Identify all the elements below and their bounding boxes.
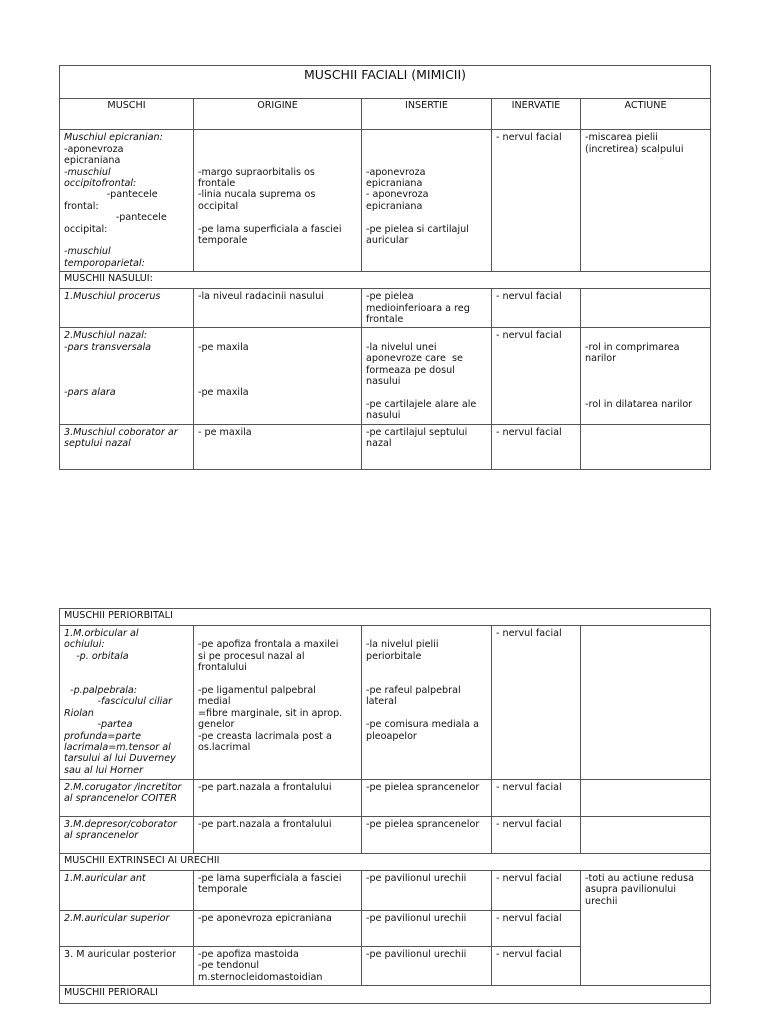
cell-line: - nervul facial: [496, 330, 562, 342]
muscle-cell: [60, 289, 194, 328]
origin-cell: [194, 626, 362, 780]
column-header: MUSCHI: [60, 99, 194, 130]
column-header: ACTIUNE: [581, 99, 711, 130]
cell-line: formeaza pe dosul: [366, 364, 455, 376]
column-header: INSERTIE: [362, 99, 492, 130]
insertion-cell: [362, 130, 492, 272]
cell-line: 2.M.auricular superior: [64, 913, 170, 924]
cell-line: [64, 662, 189, 673]
cell-line: frontale: [366, 314, 404, 326]
cell-line: -pantecele: [64, 189, 158, 201]
muscle-cell: [60, 911, 194, 947]
cell-line: - aponevroza: [366, 189, 429, 201]
cell-line: al sprancenelor: [64, 830, 139, 842]
cell-line: -toti au actiune redusa: [585, 873, 694, 884]
cell-line: -pe maxila: [198, 387, 249, 399]
cell-line: 1.M.orbicular al: [64, 628, 139, 639]
table-header-row: [60, 99, 711, 130]
cell-line: - nervul facial: [496, 291, 562, 303]
insertion-cell: [362, 328, 492, 424]
cell-line: m.sternocleidomastoidian: [198, 971, 323, 983]
cell-line: -pe creasta lacrimala post a: [198, 730, 332, 742]
cell-line: epicraniana: [366, 177, 423, 189]
cell-line: nasului: [366, 376, 401, 388]
cell-line: -pe maxila: [198, 341, 249, 353]
cell-line: [198, 155, 357, 166]
cell-line: -margo supraorbitalis os: [198, 166, 315, 178]
cell-line: -la niveul radacinii nasului: [198, 291, 324, 303]
origin-cell: [194, 130, 362, 272]
cell-line: -pe comisura mediala a: [366, 719, 479, 731]
cell-line: -la nivelul unei: [366, 341, 437, 353]
cell-line: [366, 708, 487, 719]
cell-line: -linia nucala suprema os: [198, 189, 316, 201]
cell-line: [64, 353, 189, 364]
muscle-cell: [60, 626, 194, 780]
cell-line: -pars alara: [64, 387, 116, 399]
cell-line: asupra pavilionului: [585, 884, 677, 896]
muscle-cell: [60, 817, 194, 854]
cell-line: [585, 365, 706, 376]
action-cell: [581, 289, 711, 328]
cell-line: [366, 628, 487, 639]
muscle-cell: [60, 947, 194, 986]
cell-line: - nervul facial: [496, 913, 562, 924]
table-row: [60, 424, 711, 469]
innervation-cell: [492, 626, 581, 780]
cell-line: - nervul facial: [496, 819, 562, 830]
origin-cell: [194, 289, 362, 328]
innervation-cell: [492, 289, 581, 328]
cell-line: 3.M.depresor/coborator: [64, 819, 177, 830]
cell-line: -p. orbitala: [64, 650, 129, 662]
cell-line: [366, 155, 487, 166]
innervation-cell: [492, 328, 581, 424]
cell-line: Muschiul epicranian:: [64, 132, 163, 144]
cell-line: [366, 662, 487, 673]
cell-line: epicraniana: [366, 200, 423, 212]
cell-line: 2.M.corugator /incretitor: [64, 782, 182, 793]
cell-line: [64, 235, 189, 246]
cell-line: [198, 144, 357, 155]
cell-line: -muschiul: [64, 166, 111, 178]
action-cell: [581, 871, 711, 986]
insertion-cell: [362, 626, 492, 780]
action-cell: [581, 780, 711, 817]
cell-line: -pe aponevroza epicraniana: [198, 913, 332, 924]
origin-cell: [194, 424, 362, 469]
table-row: [60, 130, 711, 272]
cell-line: medial: [198, 696, 231, 708]
cell-line: -aponevroza: [366, 166, 426, 178]
insertion-cell: [362, 817, 492, 854]
innervation-cell: [492, 871, 581, 911]
cell-line: 1.Muschiul procerus: [64, 291, 161, 303]
cell-line: 3. M auricular posterior: [64, 949, 177, 960]
cell-line: [585, 330, 706, 341]
cell-line: [585, 387, 706, 398]
cell-line: =fibre marginale, sit in aprop.: [198, 707, 343, 719]
cell-line: [198, 365, 357, 376]
cell-line: -muschiul: [64, 246, 111, 258]
cell-line: lateral: [366, 696, 397, 708]
cell-line: -pe pielea si cartilajul: [366, 223, 469, 235]
cell-line: -pe pielea sprancenelor: [366, 819, 480, 830]
cell-line: - pe maxila: [198, 426, 252, 438]
cell-line: [198, 674, 357, 685]
cell-line: temporale: [198, 884, 248, 896]
cell-line: [366, 212, 487, 223]
cell-line: -fasciculul ciliar: [64, 696, 173, 708]
cell-line: al sprancenelor COITER: [64, 793, 177, 805]
cell-line: [198, 132, 357, 143]
cell-line: -pantecele: [64, 212, 167, 224]
cell-line: -pe cartilajul septului: [366, 426, 468, 438]
cell-line: -pe pielea: [366, 291, 414, 303]
insertion-cell: [362, 911, 492, 947]
cell-line: -partea: [64, 719, 133, 731]
origin-cell: [194, 817, 362, 854]
cell-line: [198, 212, 357, 223]
cell-line: -rol in dilatarea narilor: [585, 398, 693, 410]
cell-line: epicraniana: [64, 155, 121, 167]
section-title: MUSCHII PERIORALI: [60, 986, 711, 1004]
cell-line: [366, 674, 487, 685]
table-row: [60, 328, 711, 424]
cell-line: -pe apofiza frontala a maxilei: [198, 639, 339, 651]
cell-line: (incretirea) scalpului: [585, 143, 684, 155]
muscle-cell: [60, 871, 194, 911]
cell-line: frontal:: [64, 200, 99, 212]
cell-line: -pe pavilionul urechii: [366, 913, 467, 924]
origin-cell: [194, 871, 362, 911]
cell-line: [64, 365, 189, 376]
innervation-cell: [492, 947, 581, 986]
muscle-cell: [60, 130, 194, 272]
cell-line: - nervul facial: [496, 782, 562, 793]
cell-line: occipitofrontal:: [64, 178, 137, 190]
cell-line: -miscarea pielii: [585, 132, 658, 144]
section-row: [60, 854, 711, 871]
cell-line: temporoparietal:: [64, 257, 145, 269]
cell-line: narilor: [585, 353, 617, 365]
cell-line: [64, 376, 189, 387]
cell-line: 1.M.auricular ant: [64, 873, 146, 884]
cell-line: 3.Muschiul coborator ar: [64, 426, 178, 438]
insertion-cell: [362, 780, 492, 817]
origin-cell: [194, 911, 362, 947]
cell-line: occipital: [198, 200, 239, 212]
cell-line: [198, 330, 357, 341]
insertion-cell: [362, 289, 492, 328]
cell-line: -pe apofiza mastoida: [198, 949, 299, 960]
insertion-cell: [362, 424, 492, 469]
cell-line: [366, 330, 487, 341]
cell-line: septului nazal: [64, 438, 131, 450]
cell-line: -la nivelul pielii: [366, 639, 439, 651]
muscle-cell: [60, 780, 194, 817]
action-cell: [581, 424, 711, 469]
cell-line: -pe ligamentul palpebral: [198, 685, 316, 696]
cell-line: -rol in comprimarea: [585, 341, 680, 353]
cell-line: os.lacrimal: [198, 742, 251, 754]
cell-line: periorbitale: [366, 650, 422, 662]
cell-line: [64, 674, 189, 685]
cell-line: nazal: [366, 438, 392, 450]
action-cell: [581, 817, 711, 854]
cell-line: - nervul facial: [496, 426, 562, 438]
innervation-cell: [492, 817, 581, 854]
cell-line: genelor: [198, 719, 235, 731]
table-row: [60, 817, 711, 854]
facial-muscles-table: [59, 65, 711, 470]
origin-cell: [194, 780, 362, 817]
cell-line: ochiului:: [64, 639, 105, 651]
cell-line: [198, 376, 357, 387]
section-title: MUSCHII PERIORBITALI: [60, 609, 711, 626]
innervation-cell: [492, 130, 581, 272]
section-row: [60, 986, 711, 1004]
table-title: MUSCHII FACIALI (MIMICII): [60, 66, 711, 99]
muscle-cell: [60, 328, 194, 424]
table-row: [60, 871, 711, 911]
innervation-cell: [492, 911, 581, 947]
cell-line: tarsului al lui Duverney: [64, 753, 176, 765]
cell-line: sau al lui Horner: [64, 764, 144, 776]
cell-line: -pe pavilionul urechii: [366, 873, 467, 884]
cell-line: Riolan: [64, 707, 94, 719]
cell-line: -pe part.nazala a frontalului: [198, 819, 332, 830]
cell-line: - nervul facial: [496, 949, 562, 960]
cell-line: occipital:: [64, 223, 108, 235]
table-row: [60, 780, 711, 817]
section-row: [60, 609, 711, 626]
cell-line: frontale: [198, 177, 236, 189]
cell-line: frontalului: [198, 662, 247, 674]
origin-cell: [194, 947, 362, 986]
innervation-cell: [492, 424, 581, 469]
table-row: [60, 289, 711, 328]
cell-line: -pe pavilionul urechii: [366, 949, 467, 960]
cell-line: 2.Muschiul nazal:: [64, 330, 148, 342]
cell-line: -pe pielea sprancenelor: [366, 782, 480, 793]
cell-line: - nervul facial: [496, 132, 562, 144]
action-cell: [581, 626, 711, 780]
section-title: MUSCHII NASULUI:: [60, 272, 711, 289]
cell-line: [366, 132, 487, 143]
table-row: [60, 626, 711, 780]
cell-line: lacrimala=m.tensor al: [64, 742, 171, 754]
cell-line: medioinferioara a reg: [366, 302, 470, 314]
cell-line: -pe lama superficiala a fasciei: [198, 223, 342, 235]
innervation-cell: [492, 780, 581, 817]
cell-line: -pe part.nazala a frontalului: [198, 782, 332, 793]
cell-line: -pars transversala: [64, 341, 152, 353]
column-header: ORIGINE: [194, 99, 362, 130]
cell-line: -p.palpebrala:: [64, 685, 138, 696]
cell-line: nasului: [366, 410, 401, 422]
cell-line: si pe procesul nazal al: [198, 650, 305, 662]
column-header: INERVATIE: [492, 99, 581, 130]
section-row: [60, 272, 711, 289]
insertion-cell: [362, 871, 492, 911]
cell-line: aponevroze care se: [366, 353, 463, 365]
cell-line: temporale: [198, 235, 248, 246]
cell-line: [366, 144, 487, 155]
cell-line: -pe lama superficiala a fasciei: [198, 873, 342, 884]
section-title: MUSCHII EXTRINSECI AI URECHII: [60, 854, 711, 871]
periorbital-auricular-muscles-table: [59, 608, 711, 1004]
cell-line: - nervul facial: [496, 873, 562, 884]
cell-line: -pe tendonul: [198, 960, 260, 972]
muscle-cell: [60, 424, 194, 469]
cell-line: -pe rafeul palpebral: [366, 684, 461, 696]
cell-line: pleoapelor: [366, 730, 417, 742]
table-title-row: [60, 66, 711, 99]
cell-line: auricular: [366, 235, 409, 246]
cell-line: urechii: [585, 895, 618, 907]
origin-cell: [194, 328, 362, 424]
cell-line: profunda=parte: [64, 730, 142, 742]
cell-line: [585, 376, 706, 387]
cell-line: [366, 388, 487, 399]
action-cell: [581, 130, 711, 272]
cell-line: - nervul facial: [496, 628, 562, 639]
cell-line: -pe cartilajele alare ale: [366, 398, 477, 410]
cell-line: [198, 628, 357, 639]
cell-line: -aponevroza: [64, 143, 124, 155]
action-cell: [581, 328, 711, 424]
insertion-cell: [362, 947, 492, 986]
cell-line: [198, 353, 357, 364]
